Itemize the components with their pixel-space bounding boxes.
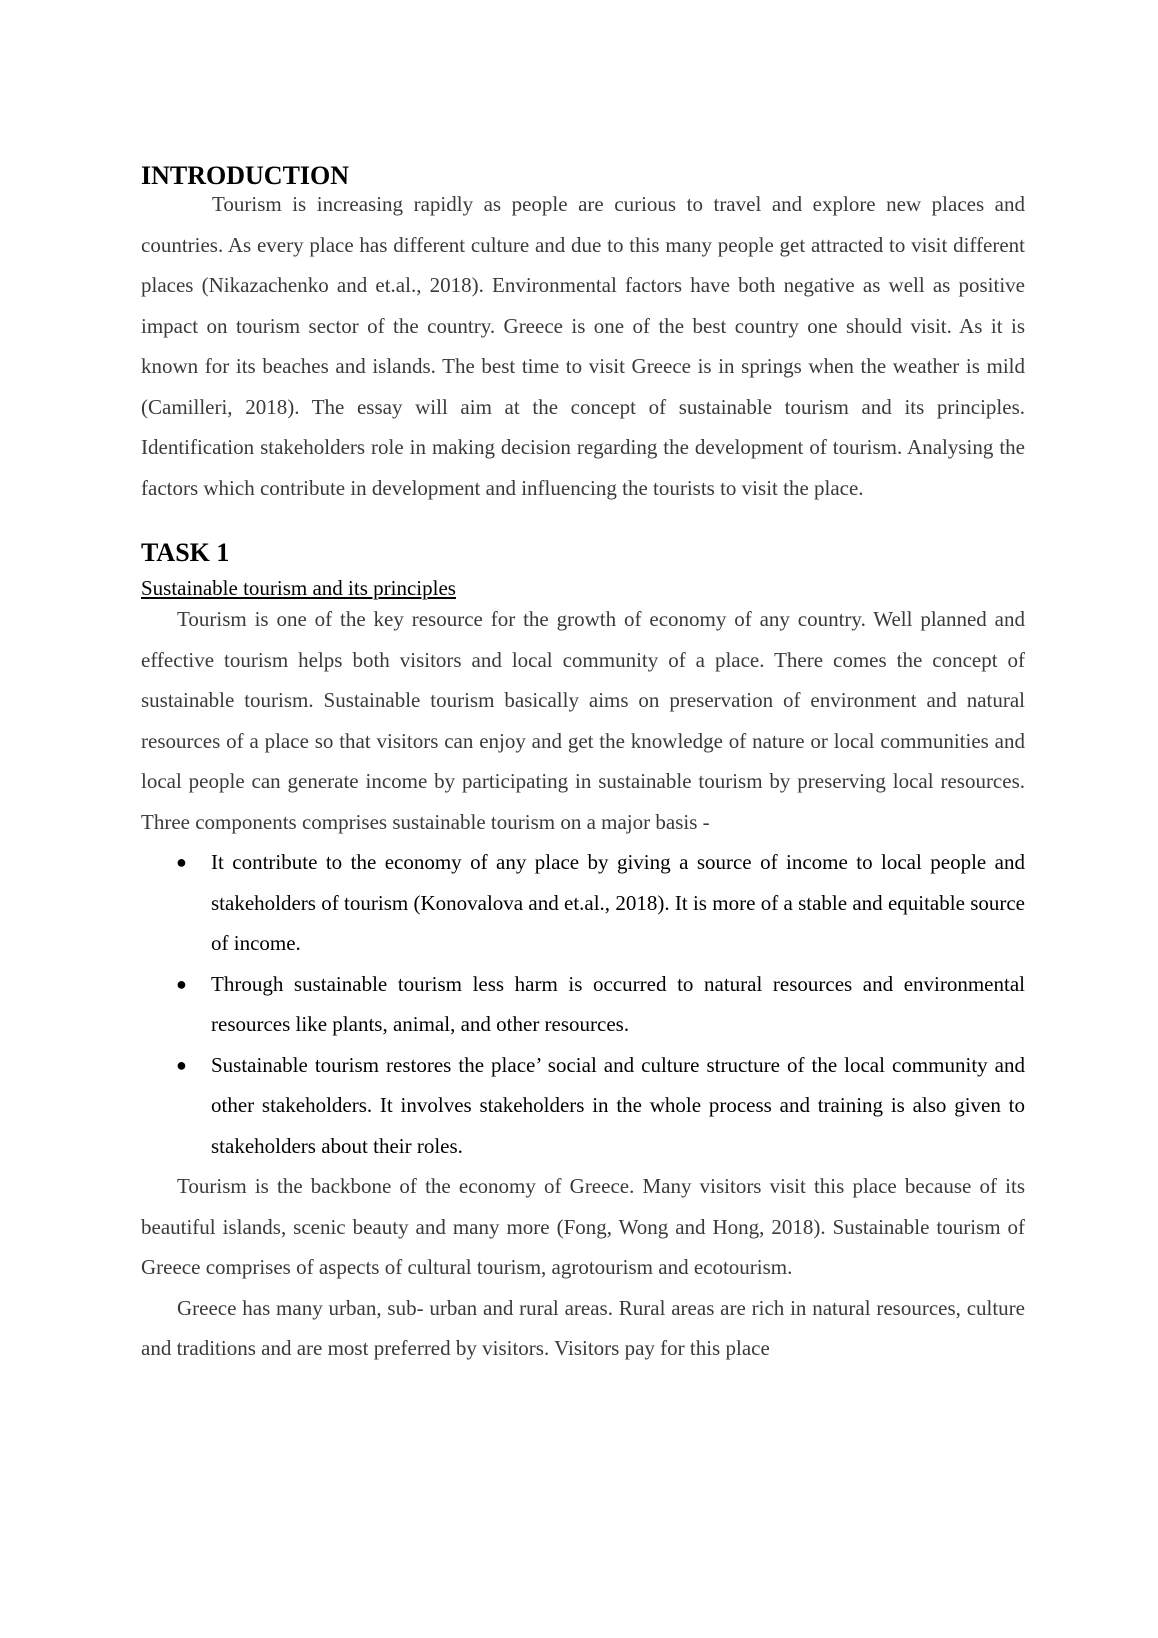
- principles-list: [141, 842, 1025, 1166]
- list-item: [141, 964, 1025, 1045]
- bullet-icon: ●: [176, 973, 187, 994]
- task1-paragraph-2: Tourism is the backbone of the economy of Greece. Many visitors visit this place because of its beautiful islands, scenic beauty and many more (Fong, Wong and Hong, 2018). Sustainable tourism of Greece comprises of aspects of cultural tourism, agrotourism and ecotourism.: [141, 1174, 1025, 1279]
- bullet-icon: ●: [176, 852, 187, 872]
- introduction-heading: INTRODUCTION: [141, 161, 350, 190]
- task1-paragraph-1: Tourism is one of the key resource for the growth of economy of any country. Well planned and effective tourism helps both visitors and local community of a place. There comes the concept of sustainable tourism. Sustainable tourism basically aims on preservation of environment and natural resources of a place so that visitors can enjoy and get the knowledge of nature or local communities and local people can generate income by participating in sustainable tourism by preserving local resources. Three components comprises sustainable tourism on a major basis -: [141, 607, 1025, 834]
- task1-paragraph-3: Greece has many urban, sub- urban and rural areas. Rural areas are rich in natural resources, culture and traditions and are most preferred by visitors. Visitors pay for this place: [141, 1295, 1025, 1360]
- bullet-icon: ●: [176, 1054, 187, 1075]
- list-item-text: Through sustainable tourism less harm is occurred to natural resources and environmental resources like plants, animal, and other resources.: [211, 971, 1025, 1036]
- list-item: [141, 842, 1025, 964]
- task1-heading: TASK 1: [141, 538, 230, 567]
- list-item-text: It contribute to the economy of any place by giving a source of income to local people and stakeholders of tourism (Konovalova and et.al., 2018). It is more of a stable and equitable source of income.: [211, 850, 1025, 955]
- page-content: [141, 160, 1025, 1369]
- task1-subheading: Sustainable tourism and its principles: [141, 576, 456, 600]
- list-item: [141, 1045, 1025, 1167]
- introduction-paragraph: Tourism is increasing rapidly as people are curious to travel and explore new places and countries. As every place has different culture and due to this many people get attracted to visit different places (Nikazachenko and et.al., 2018). Environmental factors have both negative as well as positive impact on tourism sector of the country. Greece is one of the best country one should visit. As it is known for its beaches and islands. The best time to visit Greece is in springs when the weather is mild (Camilleri, 2018). The essay will aim at the concept of sustainable tourism and its principles. Identification stakeholders role in making decision regarding the development of tourism. Analysing the factors which contribute in development and influencing the tourists to visit the place.: [141, 192, 1025, 500]
- list-item-text: Sustainable tourism restores the place’ social and culture structure of the local community and other stakeholders. It involves stakeholders in the whole process and training is also given to stakeholders about their roles.: [211, 1052, 1025, 1158]
